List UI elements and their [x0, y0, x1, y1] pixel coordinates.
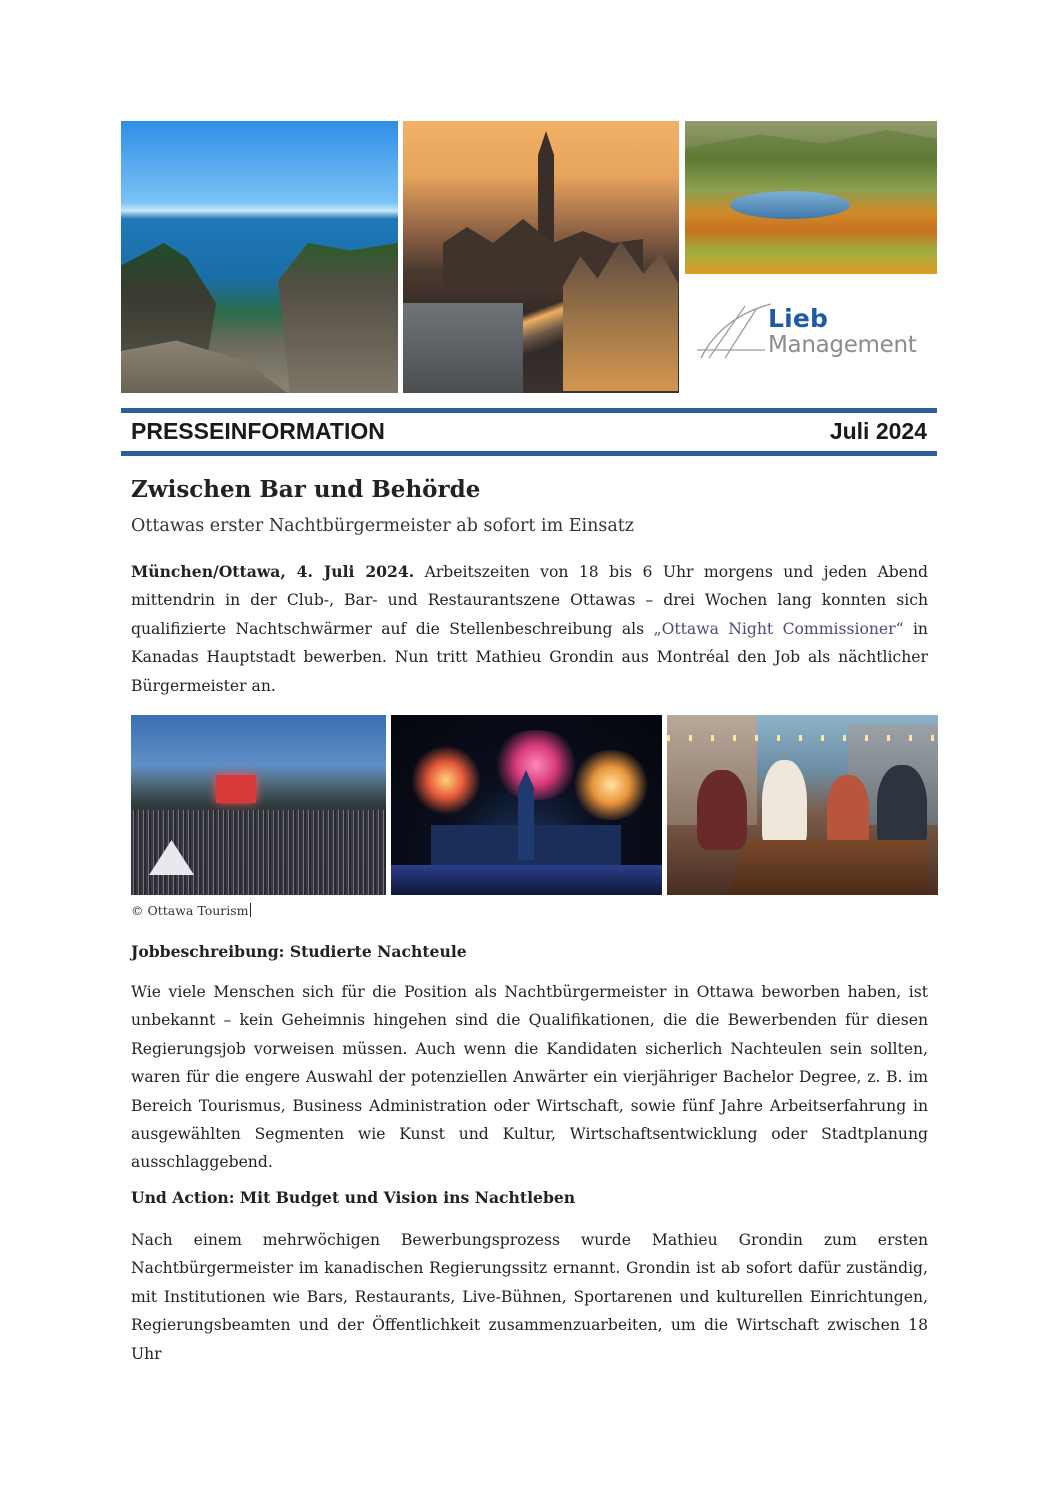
section-body-job: Wie viele Menschen sich für die Position als Nachtbürgermeister in Ottawa beworben haben, ist unbekannt – kein Geheimnis hingehen sind die Qualifikationen, die die Bewerbenden für diesen Regierungsjob vorweisen müssen. Auch wenn die Kandidaten sicherlich Nachteulen sein sollten, waren für die engere Auswahl der potenziellen Anwärter ein vierjähriger Bachelor Degree, z. B. im Bereich Tourismus, Business Administration oder Wirtschaft, sowie fünf Jahre Arbeitserfahrung in ausgewählten Segmenten wie Kunst und Kultur, Wirtschaftsentwicklung oder Stadtplanung ausschlaggebend. — [131, 983, 928, 1172]
banner-rule-top — [121, 408, 937, 413]
article-subtitle: Ottawas erster Nachtbürgermeister ab sofort im Einsatz — [131, 516, 635, 536]
header-image-coast — [121, 121, 398, 393]
article-title: Zwischen Bar und Behörde — [131, 476, 481, 503]
press-label: PRESSEINFORMATION — [131, 418, 385, 444]
intro-text-1: Arbeitszeiten von 18 bis 6 Uhr morgens und jeden Abend mittendrin in der Club-, Bar- und Restaurantszene Ottawas – drei Wochen lang konnten sich qualifizierte Nachtschwärmer auf die Stellenbeschreibung als — [131, 563, 928, 638]
header-image-ottawa — [403, 121, 679, 393]
photo-festival-crowd — [131, 715, 386, 895]
logo-subtitle: Management — [768, 332, 917, 358]
intro-paragraph — [131, 558, 928, 700]
text-cursor — [250, 903, 251, 917]
section-heading-job: Jobbeschreibung: Studierte Nachteule — [131, 942, 467, 961]
banner-rule-bottom — [121, 451, 937, 456]
photo-patio-friends — [667, 715, 938, 895]
intro-text-2: in Kanadas Hauptstadt bewerben. Nun tritt Mathieu Grondin aus Montréal den Job als nächtlicher Bürgermeister an. — [131, 619, 928, 695]
logo-mark-icon — [695, 300, 775, 364]
commissioner-link[interactable]: „Ottawa Night Commissioner“ — [653, 619, 904, 638]
logo-name: Lieb — [768, 304, 829, 333]
company-logo — [695, 300, 935, 364]
section-body-action: Nach einem mehrwöchigen Bewerbungsprozess wurde Mathieu Grondin zum ersten Nachtbürgermeister im kanadischen Regierungssitz ernannt. Grondin ist ab sofort dafür zuständig, mit Institutionen wie Bars, Restaurants, Live-Bühnen, Sportarenen und kulturellen Einrichtungen, Regierungsbeamten und der Öffentlichkeit zusammenzuarbeiten, um die Wirtschaft zwischen 18 Uhr — [131, 1231, 928, 1363]
dateline: München/Ottawa, 4. Juli 2024. — [131, 562, 415, 581]
section-heading-action: Und Action: Mit Budget und Vision ins Nachtleben — [131, 1188, 576, 1207]
photo-credit-text: © Ottawa Tourism — [131, 903, 249, 918]
header-image-forest — [685, 121, 937, 274]
photo-credit — [131, 903, 251, 918]
issue-date: Juli 2024 — [829, 418, 927, 444]
photo-fireworks-parliament — [391, 715, 662, 895]
